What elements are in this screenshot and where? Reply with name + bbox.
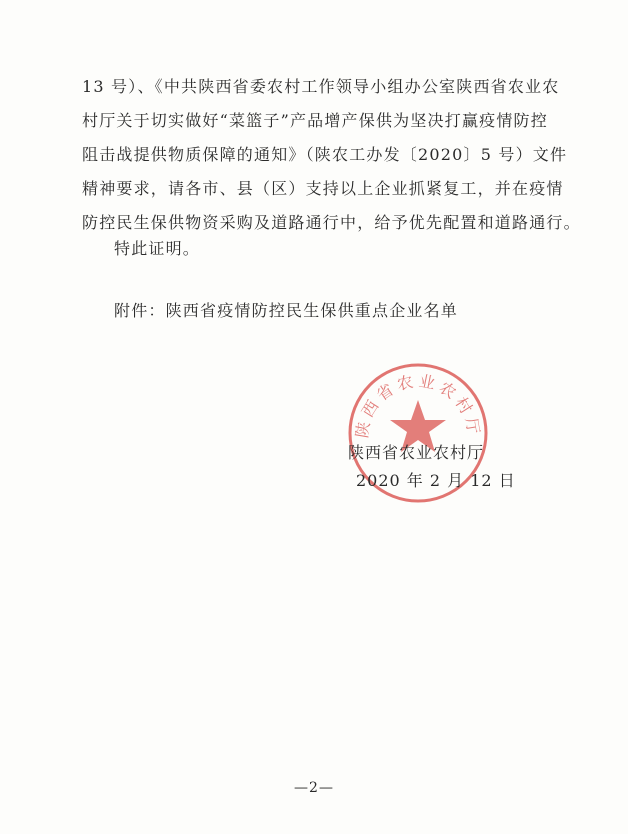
body-line-1: 13 号）、《中共陕西省委农村工作领导小组办公室陕西省农业农 bbox=[82, 77, 560, 96]
attachment-line: 附件：陕西省疫情防控民生保供重点企业名单 bbox=[114, 301, 459, 320]
certify-text: 特此证明。 bbox=[114, 239, 201, 258]
body-line-3: 阻击战提供物质保障的通知》（陕农工办发〔2020〕5 号）文件 bbox=[82, 145, 568, 164]
body-line-2: 村厅关于切实做好“菜篮子”产品增产保供为坚决打赢疫情防控 bbox=[82, 111, 548, 130]
page-number: —2— bbox=[294, 780, 334, 796]
signing-organization: 陕西省农业农村厅 bbox=[348, 443, 485, 462]
seal-text: 陕西省农业农村厅 bbox=[352, 371, 484, 440]
body-line-4: 精神要求，请各市、县（区）支持以上企业抓紧复工，并在疫情 bbox=[82, 179, 564, 198]
signing-date: 2020 年 2 月 12 日 bbox=[356, 471, 516, 490]
body-line-5: 防控民生保供物资采购及道路通行中，给予优先配置和道路通行。 bbox=[82, 213, 581, 232]
